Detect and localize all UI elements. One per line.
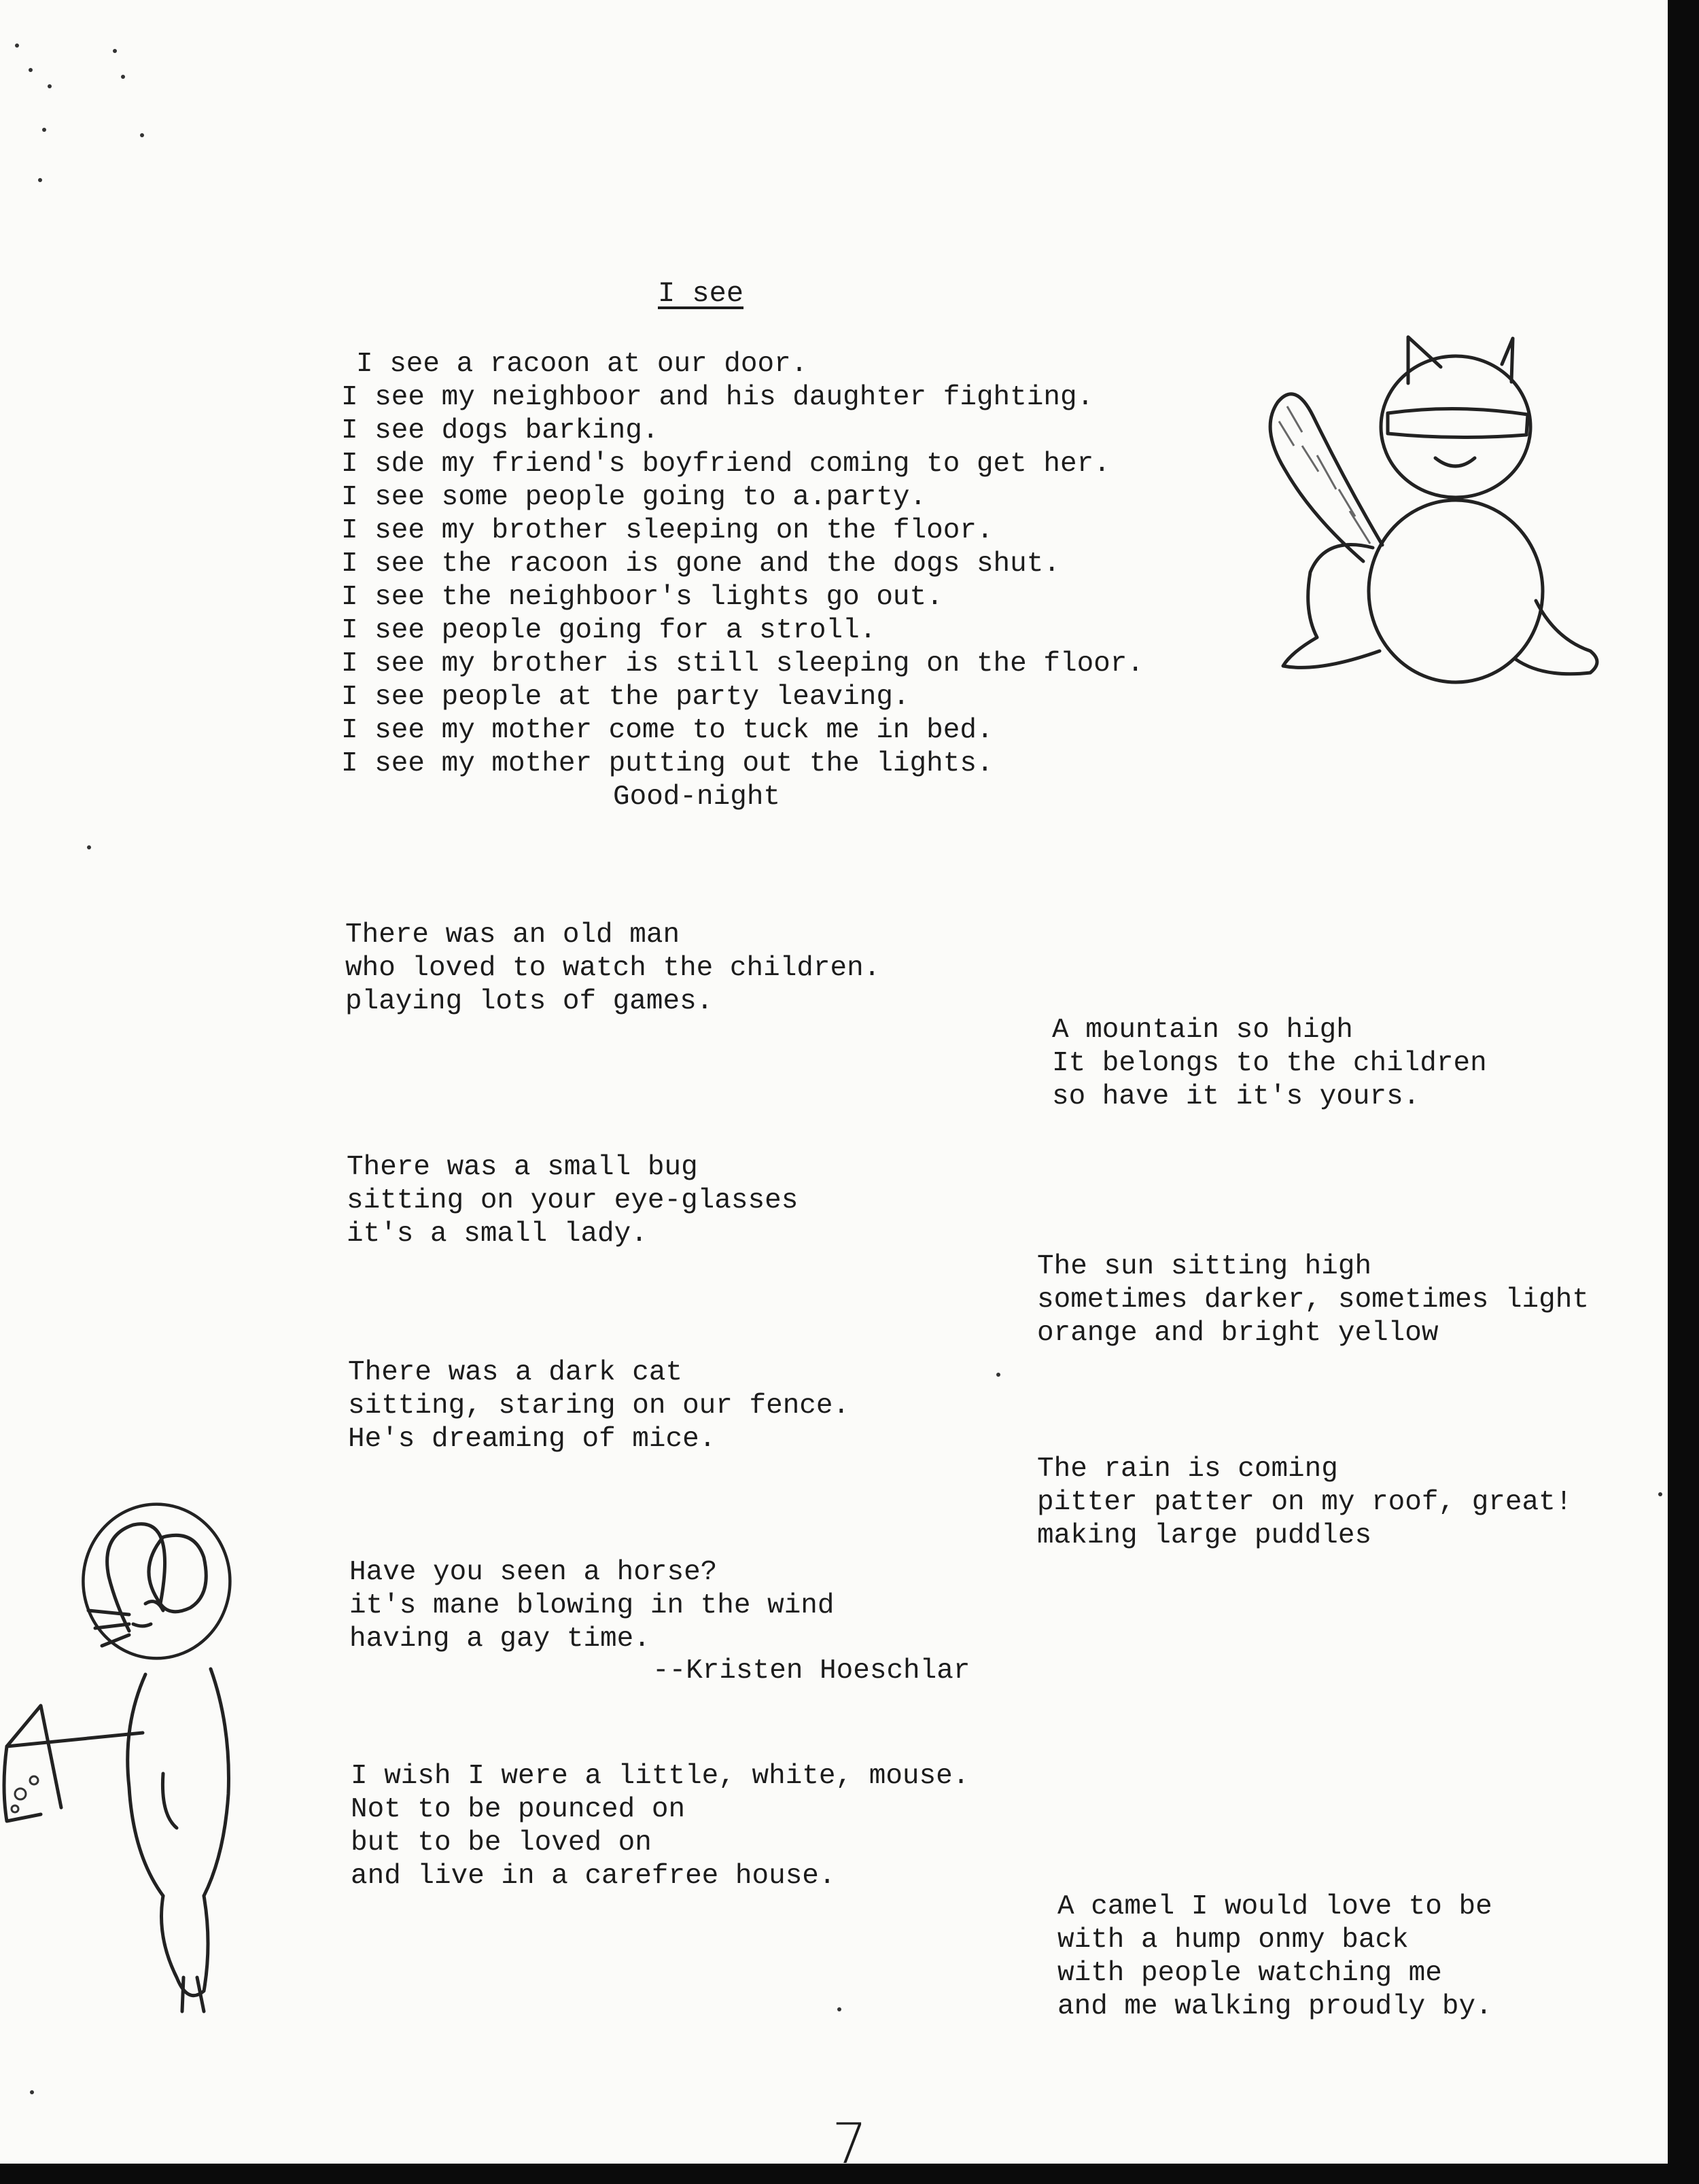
poem-line: it's mane blowing in the wind (349, 1590, 835, 1621)
scan-speck (140, 133, 144, 137)
poem-mountain (1052, 1014, 1487, 1114)
poem-line: I see the racoon is gone and the dogs shut. (341, 548, 1060, 580)
poem-white-mouse (351, 1760, 969, 1893)
poem-line: I see people at the party leaving. (341, 682, 910, 713)
author-signature: --Kristen Hoeschlar (652, 1655, 970, 1687)
poem-sun (1037, 1250, 1589, 1350)
poem-dark-cat (348, 1356, 850, 1456)
poem-line: The sun sitting high (1037, 1251, 1372, 1282)
poem-line: sitting on your eye-glasses (347, 1185, 799, 1216)
scan-border-right (1668, 0, 1699, 2184)
main-poem (341, 348, 1144, 781)
poem-line: but to be loved on (351, 1827, 652, 1859)
poem-line: The rain is coming (1037, 1454, 1338, 1485)
poem-camel (1057, 1890, 1492, 2024)
poem-line: There was an old man (345, 919, 680, 951)
poem-line: I see my mother come to tuck me in bed. (341, 715, 994, 746)
poem-line: Have you seen a horse? (349, 1557, 718, 1588)
poem-line: I see my brother sleeping on the floor. (341, 515, 994, 546)
poem-line: I see my brother is still sleeping on the floor. (341, 648, 1144, 680)
poem-line: and me walking proudly by. (1057, 1991, 1492, 2022)
scan-speck (30, 2090, 34, 2094)
poem-line: I see a racoon at our door. (356, 349, 808, 380)
page-number: 7 (832, 2112, 868, 2177)
poem-line: Not to be pounced on (351, 1794, 686, 1825)
scan-speck (48, 84, 52, 88)
scan-speck (121, 75, 125, 79)
poem-line: I see some people going to a.party. (341, 482, 927, 513)
poem-line: I see people going for a stroll. (341, 615, 877, 646)
poem-line: making large puddles (1037, 1520, 1372, 1551)
cheese-icon (12, 1776, 38, 1812)
poem-line: orange and bright yellow (1037, 1318, 1439, 1349)
poem-line: and live in a carefree house. (351, 1861, 836, 1892)
poem-line: He's dreaming of mice. (348, 1424, 716, 1455)
scan-speck (15, 43, 19, 48)
poem-line: A mountain so high (1052, 1015, 1353, 1046)
poem-line: pitter patter on my roof, great! (1037, 1487, 1573, 1518)
scan-speck (1658, 1492, 1662, 1496)
scan-speck (996, 1373, 1000, 1377)
scan-speck (38, 178, 42, 182)
poem-line: I see dogs barking. (341, 415, 659, 446)
scan-speck (837, 2007, 841, 2011)
poem-line: it's a small lady. (347, 1218, 648, 1250)
mouse-drawing (0, 1502, 285, 2045)
poem-line: There was a dark cat (348, 1357, 683, 1388)
poem-line: It belongs to the children (1052, 1048, 1487, 1079)
poem-line: sometimes darker, sometimes light (1037, 1284, 1589, 1316)
scan-speck (113, 49, 117, 53)
poem-line: who loved to watch the children. (345, 953, 881, 984)
poem-line: having a gay time. (349, 1623, 650, 1655)
scan-speck (42, 128, 46, 132)
poem-line: I see my neighboor and his daughter fighting. (341, 382, 1094, 413)
poem-line: with people watching me (1057, 1958, 1442, 1989)
poem-line: with a hump onmy back (1057, 1924, 1409, 1956)
poem-line: I see my mother putting out the lights. (341, 748, 994, 779)
poem-line: I wish I were a little, white, mouse. (351, 1761, 970, 1792)
poem-line: A camel I would love to be (1057, 1891, 1492, 1922)
poem-old-man (345, 919, 880, 1019)
scan-speck (87, 845, 91, 849)
raccoon-drawing (1237, 319, 1631, 700)
poem-sign-off: Good-night (613, 781, 781, 813)
scan-speck (29, 68, 33, 72)
poem-line: playing lots of games. (345, 986, 714, 1017)
poem-line: I sde my friend's boyfriend coming to get her. (341, 448, 1110, 480)
poem-line: I see the neighboor's lights go out. (341, 582, 943, 613)
poem-title: I see (658, 277, 744, 310)
poem-rain (1037, 1453, 1572, 1553)
poem-line: There was a small bug (347, 1152, 698, 1183)
poem-horse (349, 1556, 835, 1656)
poem-line: so have it it's yours. (1052, 1081, 1420, 1112)
poem-small-bug (347, 1151, 798, 1251)
poem-line: sitting, staring on our fence. (348, 1390, 850, 1422)
